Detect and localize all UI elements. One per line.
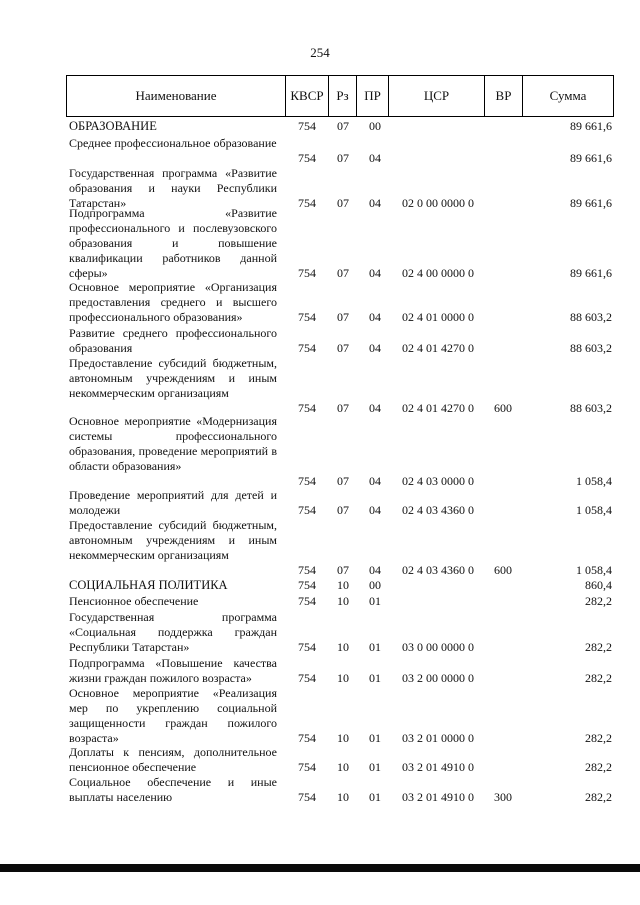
row-rz: 07 — [337, 401, 349, 415]
row-csr: 02 4 01 0000 0 — [402, 310, 474, 324]
row-rz: 07 — [337, 151, 349, 165]
table-row — [0, 578, 640, 593]
table-row — [0, 745, 640, 775]
row-sum: 88 603,2 — [570, 401, 612, 415]
row-pr: 00 — [369, 119, 381, 133]
row-name: Социальное обеспечение и иные выплаты населению — [69, 775, 277, 804]
table-header — [66, 75, 614, 117]
row-csr: 03 2 01 4910 0 — [402, 790, 474, 804]
row-csr: 02 4 01 4270 0 — [402, 341, 474, 355]
row-pr: 04 — [369, 503, 381, 517]
header-vr: ВР — [495, 88, 512, 103]
table-row — [0, 166, 640, 211]
row-csr: 03 2 01 4910 0 — [402, 760, 474, 774]
table-row — [0, 686, 640, 746]
row-csr: 02 4 03 0000 0 — [402, 474, 474, 488]
row-name: Пенсионное обеспечение — [69, 594, 199, 608]
row-kvsr: 754 — [298, 119, 316, 133]
row-kvsr: 754 — [298, 790, 316, 804]
row-kvsr: 754 — [298, 151, 316, 165]
row-rz: 07 — [337, 563, 349, 577]
row-kvsr: 754 — [298, 594, 316, 608]
row-kvsr: 754 — [298, 578, 316, 592]
row-pr: 01 — [369, 731, 381, 745]
table-row — [0, 488, 640, 518]
row-pr: 04 — [369, 563, 381, 577]
row-sum: 89 661,6 — [570, 151, 612, 165]
scan-bottom-border — [0, 864, 640, 872]
row-name: Основное мероприятие «Модернизация системы профессионального образования, проведение мероприятий в области образования» — [69, 414, 277, 473]
row-csr: 02 0 00 0000 0 — [402, 196, 474, 210]
table-row — [0, 656, 640, 686]
row-vr: 300 — [494, 790, 512, 804]
table-row — [0, 775, 640, 805]
header-sum: Сумма — [549, 88, 587, 103]
table-row — [0, 414, 640, 489]
row-name: Проведение мероприятий для детей и молодежи — [69, 488, 277, 517]
row-kvsr: 754 — [298, 731, 316, 745]
row-rz: 07 — [337, 341, 349, 355]
row-pr: 01 — [369, 640, 381, 654]
row-sum: 1 058,4 — [576, 474, 612, 488]
row-rz: 07 — [337, 474, 349, 488]
table-row — [0, 610, 640, 655]
row-sum: 282,2 — [585, 760, 612, 774]
row-name: СОЦИАЛЬНАЯ ПОЛИТИКА — [69, 578, 228, 592]
header-csr: ЦСР — [423, 88, 450, 103]
row-kvsr: 754 — [298, 640, 316, 654]
row-csr: 03 2 00 0000 0 — [402, 671, 474, 685]
row-name: Государственная программа «Социальная поддержка граждан Республики Татарстан» — [69, 610, 277, 654]
row-kvsr: 754 — [298, 760, 316, 774]
row-csr: 02 4 03 4360 0 — [402, 503, 474, 517]
row-name: ОБРАЗОВАНИЕ — [69, 119, 157, 133]
row-csr: 02 4 00 0000 0 — [402, 266, 474, 280]
table-row — [0, 594, 640, 609]
row-rz: 07 — [337, 266, 349, 280]
table-row — [0, 356, 640, 416]
row-csr: 03 0 00 0000 0 — [402, 640, 474, 654]
row-rz: 10 — [337, 671, 349, 685]
row-kvsr: 754 — [298, 401, 316, 415]
table-row — [0, 518, 640, 578]
row-sum: 282,2 — [585, 640, 612, 654]
header-rz: Рз — [336, 88, 349, 103]
row-pr: 04 — [369, 341, 381, 355]
row-kvsr: 754 — [298, 196, 316, 210]
row-csr: 03 2 01 0000 0 — [402, 731, 474, 745]
page-number: 254 — [310, 45, 330, 60]
row-rz: 07 — [337, 503, 349, 517]
row-rz: 10 — [337, 731, 349, 745]
row-sum: 860,4 — [585, 578, 612, 592]
row-name: Основное мероприятие «Организация предоставления среднего и высшего профессионального образования» — [69, 280, 277, 324]
row-kvsr: 754 — [298, 671, 316, 685]
row-sum: 1 058,4 — [576, 503, 612, 517]
row-kvsr: 754 — [298, 503, 316, 517]
row-pr: 01 — [369, 594, 381, 608]
row-rz: 10 — [337, 640, 349, 654]
row-sum: 88 603,2 — [570, 341, 612, 355]
table-row — [0, 280, 640, 325]
row-name: Подпрограмма «Повышение качества жизни граждан пожилого возраста» — [69, 656, 277, 685]
row-pr: 04 — [369, 196, 381, 210]
row-rz: 10 — [337, 760, 349, 774]
row-sum: 282,2 — [585, 671, 612, 685]
row-name: Государственная программа «Развитие образования и науки Республики Татарстан» — [69, 166, 277, 210]
table-row — [0, 326, 640, 356]
row-rz: 10 — [337, 578, 349, 592]
row-name: Предоставление субсидий бюджетным, автономным учреждениям и иным некоммерческим организациям — [69, 518, 277, 562]
row-sum: 282,2 — [585, 731, 612, 745]
row-kvsr: 754 — [298, 341, 316, 355]
row-rz: 07 — [337, 119, 349, 133]
header-kvsr: КВСР — [290, 88, 324, 103]
row-name: Доплаты к пенсиям, дополнительное пенсионное обеспечение — [69, 745, 277, 774]
row-pr: 04 — [369, 474, 381, 488]
row-pr: 00 — [369, 578, 381, 592]
row-pr: 01 — [369, 671, 381, 685]
row-kvsr: 754 — [298, 266, 316, 280]
table-row — [0, 136, 640, 166]
row-rz: 07 — [337, 196, 349, 210]
row-rz: 10 — [337, 790, 349, 804]
row-name: Подпрограмма «Развитие профессионального и послевузовского образования и повышение квалификации работников данной сферы» — [69, 206, 277, 280]
row-name: Предоставление субсидий бюджетным, автономным учреждениям и иным некоммерческим организациям — [69, 356, 277, 400]
row-vr: 600 — [494, 563, 512, 577]
row-sum: 1 058,4 — [576, 563, 612, 577]
row-name: Развитие среднего профессионального образования — [69, 326, 277, 355]
row-rz: 10 — [337, 594, 349, 608]
row-pr: 04 — [369, 266, 381, 280]
row-kvsr: 754 — [298, 563, 316, 577]
row-pr: 04 — [369, 401, 381, 415]
table-row — [0, 206, 640, 281]
header-name: Наименование — [135, 88, 217, 103]
row-sum: 89 661,6 — [570, 196, 612, 210]
row-csr: 02 4 01 4270 0 — [402, 401, 474, 415]
row-pr: 01 — [369, 790, 381, 804]
row-pr: 04 — [369, 310, 381, 324]
header-pr: ПР — [364, 88, 381, 103]
row-rz: 07 — [337, 310, 349, 324]
row-pr: 04 — [369, 151, 381, 165]
row-sum: 282,2 — [585, 594, 612, 608]
row-kvsr: 754 — [298, 310, 316, 324]
row-name: Среднее профессиональное образование — [69, 136, 277, 150]
row-kvsr: 754 — [298, 474, 316, 488]
row-sum: 89 661,6 — [570, 119, 612, 133]
row-sum: 282,2 — [585, 790, 612, 804]
row-csr: 02 4 03 4360 0 — [402, 563, 474, 577]
row-vr: 600 — [494, 401, 512, 415]
row-pr: 01 — [369, 760, 381, 774]
row-name: Основное мероприятие «Реализация мер по укреплению социальной защищенности граждан пожилого возраста» — [69, 686, 277, 745]
row-sum: 89 661,6 — [570, 266, 612, 280]
row-sum: 88 603,2 — [570, 310, 612, 324]
table-row — [0, 119, 640, 134]
